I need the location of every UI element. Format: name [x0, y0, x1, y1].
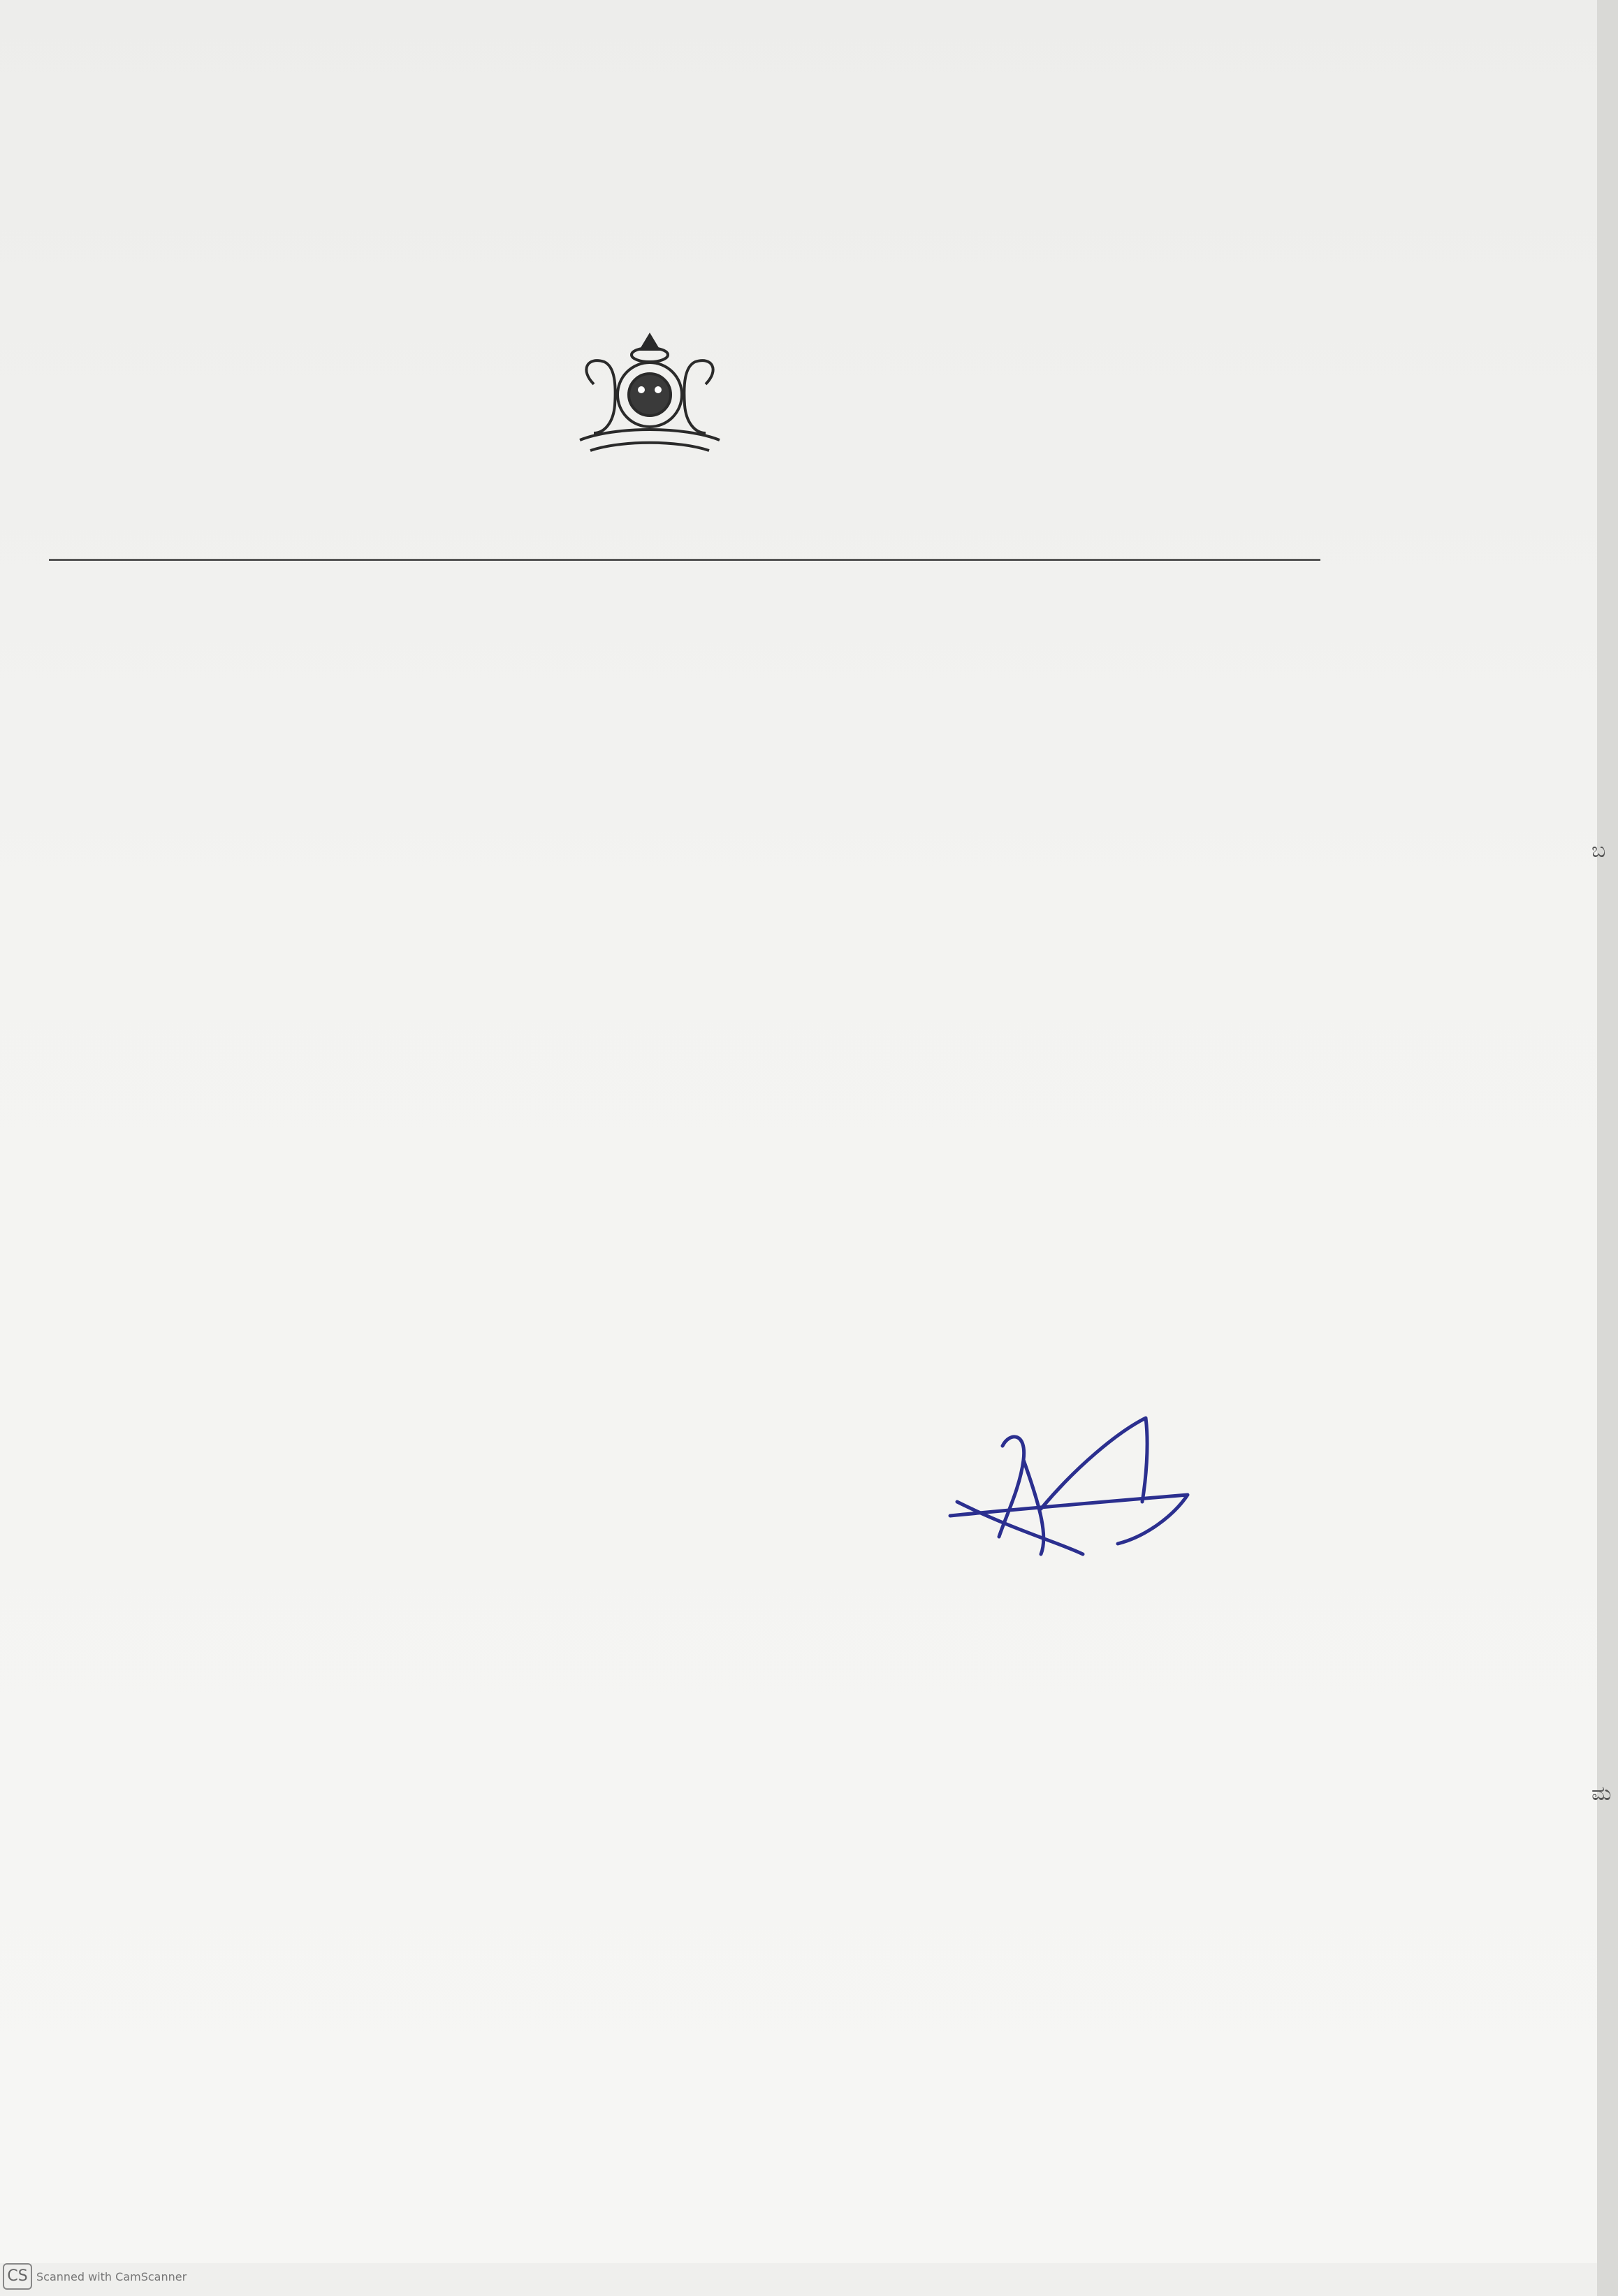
edge-mark: ಮ	[1591, 1781, 1612, 1806]
edge-mark: ಬ	[1591, 838, 1606, 863]
camscanner-logo-icon: CS	[3, 2263, 32, 2290]
handwritten-signature	[936, 1404, 1230, 1586]
state-emblem-icon	[566, 328, 734, 461]
scanner-caption: Scanned with CamScanner	[36, 2270, 187, 2283]
page-edge	[1597, 0, 1618, 2296]
header-rule	[49, 559, 1320, 561]
